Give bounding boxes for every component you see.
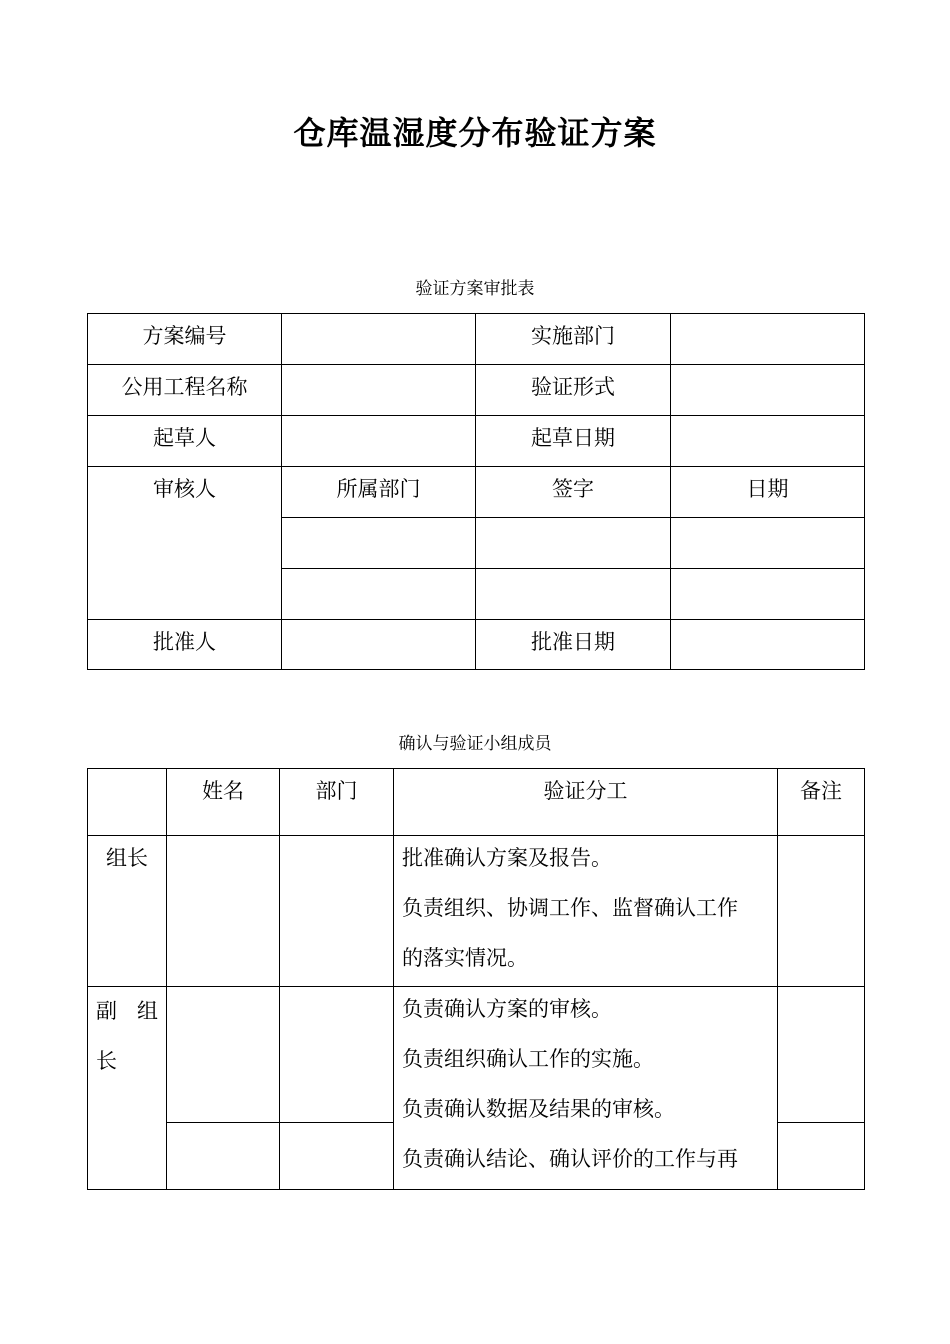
- deputy-name-field[interactable]: [167, 1123, 280, 1190]
- reviewer-date-field[interactable]: [671, 569, 865, 620]
- leader-remark-field[interactable]: [778, 836, 865, 987]
- duty-line: 负责确认结论、确认评价的工作与再: [402, 1147, 738, 1171]
- remark-header: 备注: [778, 769, 865, 836]
- leader-role: 组长: [88, 836, 167, 987]
- approval-table-caption: 验证方案审批表: [415, 279, 535, 299]
- verify-form-label: 验证形式: [476, 365, 671, 416]
- approve-date-field[interactable]: [671, 620, 865, 670]
- deputy-remark-field[interactable]: [778, 1123, 865, 1190]
- deputy-name-field[interactable]: [167, 987, 280, 1123]
- deputy-dept-field[interactable]: [280, 987, 394, 1123]
- document-title: 仓库温湿度分布验证方案: [293, 114, 657, 152]
- reviewer-signature-field[interactable]: [476, 569, 671, 620]
- duty-line: 负责组织确认工作的实施。: [402, 1047, 654, 1071]
- deputy-duties: [394, 987, 778, 1190]
- reviewer-dept-field[interactable]: [282, 518, 476, 569]
- deputy-role: [88, 987, 167, 1190]
- approval-table: [87, 313, 865, 670]
- deputy-role-char: 组: [137, 999, 158, 1023]
- reviewer-dept-field[interactable]: [282, 569, 476, 620]
- plan-no-label: 方案编号: [88, 314, 282, 365]
- deputy-role-char: 长: [96, 1049, 117, 1073]
- dept-label: 实施部门: [476, 314, 671, 365]
- draft-date-label: 起草日期: [476, 416, 671, 467]
- project-name-field[interactable]: [282, 365, 476, 416]
- name-header: 姓名: [167, 769, 280, 836]
- project-name-label: 公用工程名称: [88, 365, 282, 416]
- duty-line: 批准确认方案及报告。: [402, 846, 612, 870]
- duty-line: 的落实情况。: [402, 946, 528, 970]
- approver-label: 批准人: [88, 620, 282, 670]
- team-table-caption: 确认与验证小组成员: [398, 734, 552, 754]
- drafter-label: 起草人: [88, 416, 282, 467]
- deputy-remark-field[interactable]: [778, 987, 865, 1123]
- approver-field[interactable]: [282, 620, 476, 670]
- leader-name-field[interactable]: [167, 836, 280, 987]
- reviewer-signature-field[interactable]: [476, 518, 671, 569]
- duty-line: 负责确认方案的审核。: [402, 997, 612, 1021]
- deputy-dept-field[interactable]: [280, 1123, 394, 1190]
- plan-no-field[interactable]: [282, 314, 476, 365]
- team-table: [87, 768, 865, 1190]
- approve-date-label: 批准日期: [476, 620, 671, 670]
- duty-line: 负责组织、协调工作、监督确认工作: [402, 896, 738, 920]
- leader-dept-field[interactable]: [280, 836, 394, 987]
- affiliated-dept-header: 所属部门: [282, 467, 476, 518]
- signature-header: 签字: [476, 467, 671, 518]
- role-header: [88, 769, 167, 836]
- leader-duties: [394, 836, 778, 987]
- duty-header: 验证分工: [394, 769, 778, 836]
- reviewer-label: 审核人: [88, 467, 282, 620]
- draft-date-field[interactable]: [671, 416, 865, 467]
- duty-line: 负责确认数据及结果的审核。: [402, 1097, 675, 1121]
- drafter-field[interactable]: [282, 416, 476, 467]
- deputy-role-char: 副: [96, 999, 117, 1023]
- date-header: 日期: [671, 467, 865, 518]
- dept-field[interactable]: [671, 314, 865, 365]
- verify-form-field[interactable]: [671, 365, 865, 416]
- reviewer-date-field[interactable]: [671, 518, 865, 569]
- dept-header: 部门: [280, 769, 394, 836]
